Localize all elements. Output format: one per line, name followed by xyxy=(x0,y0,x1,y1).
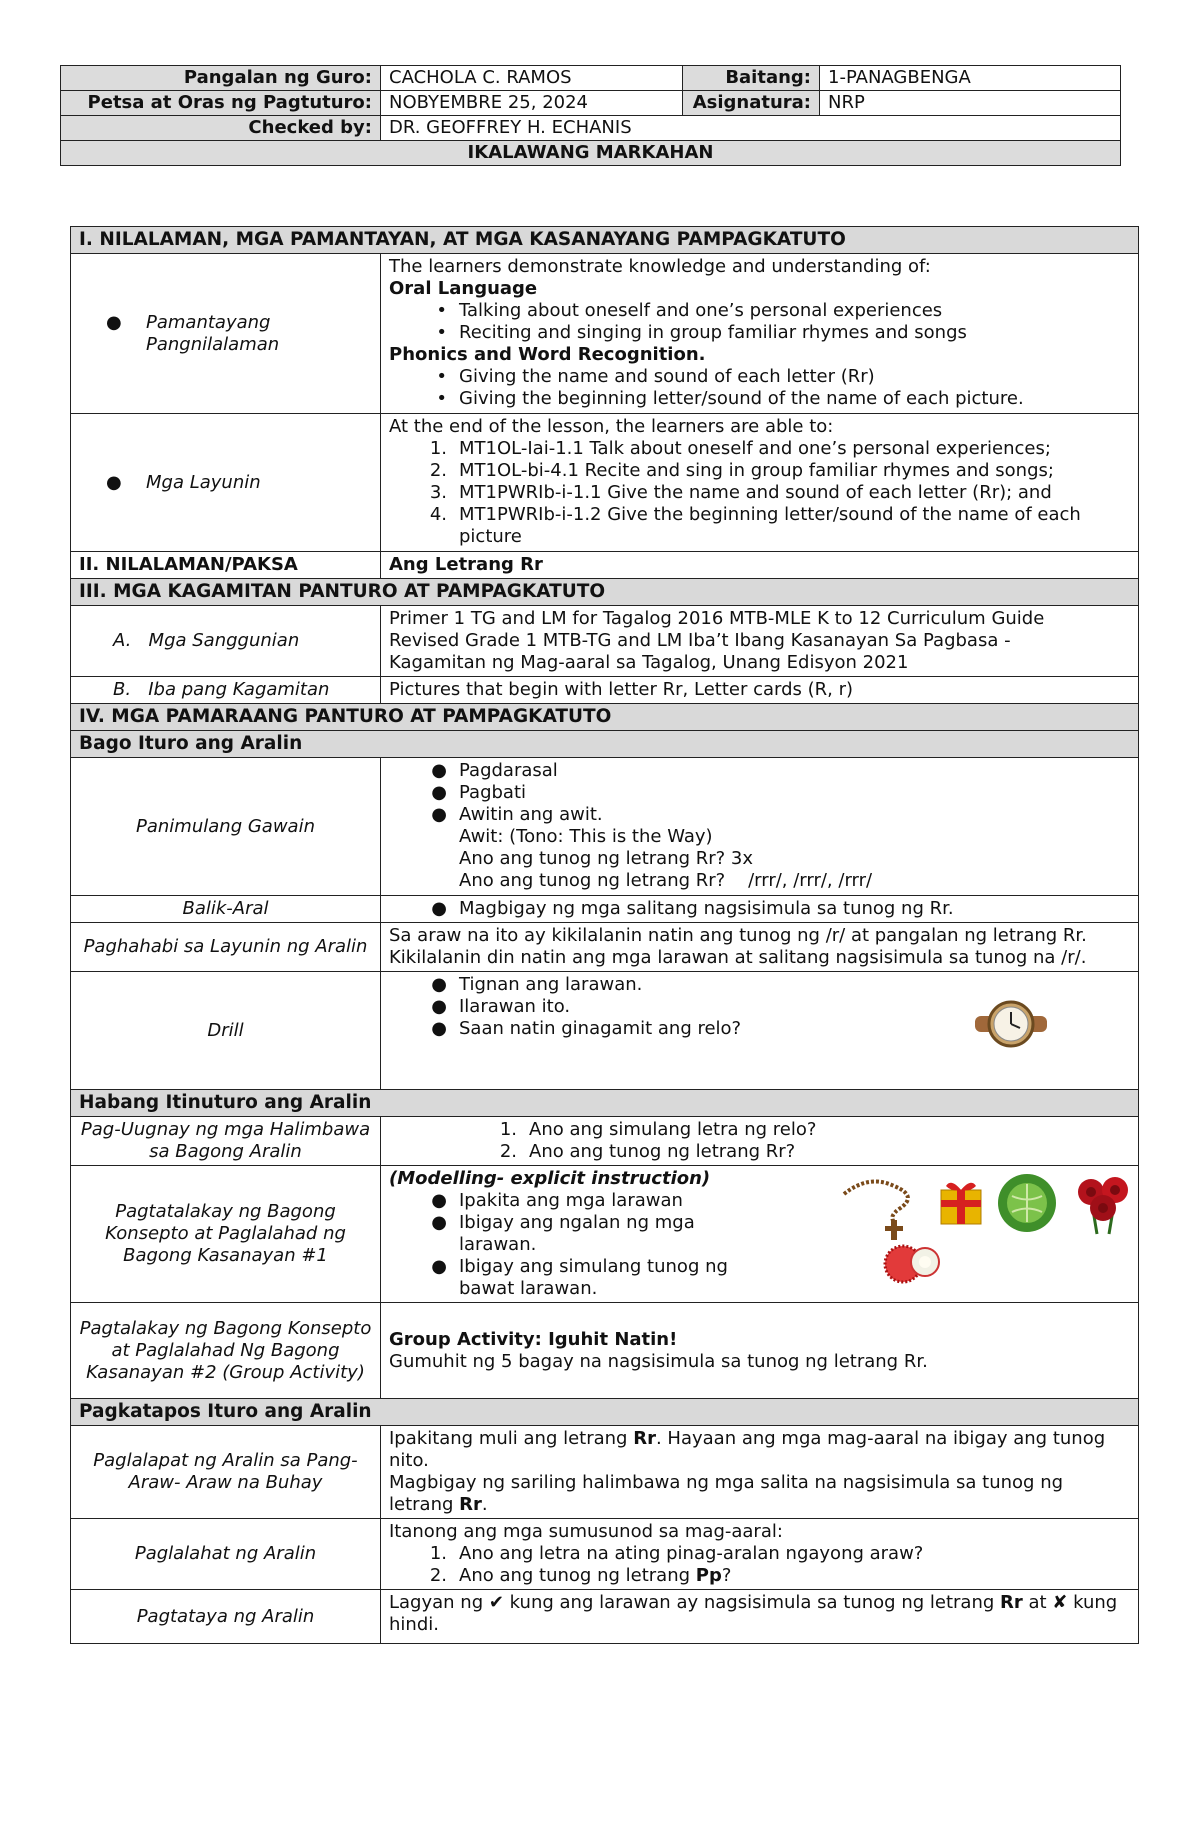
list-item: MT1PWRIb-i-1.2 Give the beginning letter/sound of the name of each picture xyxy=(459,504,1081,547)
bullet-icon: ● xyxy=(106,471,122,493)
bullet-icon: ● xyxy=(431,1018,447,1039)
cross-icon: ✘ xyxy=(1052,1592,1068,1613)
pagtatalakay1-heading: (Modelling- explicit instruction) xyxy=(389,1168,711,1189)
bullet-icon: ● xyxy=(431,974,447,995)
sanggunian-line: Primer 1 TG and LM for Tagalog 2016 MTB-MLE K to 12 Curriculum Guide xyxy=(389,608,1045,629)
list-item: Awitin ang awit. xyxy=(459,804,603,825)
gift-icon xyxy=(936,1176,986,1226)
pagtalakay2-text: Gumuhit ng 5 bagay na nagsisimula sa tunog ng letrang Rr. xyxy=(389,1350,928,1372)
pagtatalakay1-label: Pagtatalakay ng Bagong Konsepto at Paglalahad ng Bagong Kasanayan #1 xyxy=(71,1166,381,1303)
pagtataya-text: at xyxy=(1022,1592,1053,1613)
list-number: 2. xyxy=(429,460,447,481)
bullet-icon: • xyxy=(436,366,447,387)
awit-line: Ano ang tunog ng letrang Rr? /rrr/, /rrr/, /rrr/ xyxy=(459,870,873,891)
paghahabi-text: Sa araw na ito ay kikilalanin natin ang tunog ng /r/ at pangalan ng letrang Rr. Kikilalanin din natin ang mga larawan at salitang nagsisimula sa tunog na /r/. xyxy=(381,923,1139,972)
pamantayan-content xyxy=(381,254,1139,414)
pagtatalakay1-content xyxy=(381,1166,1139,1303)
list-item xyxy=(459,1565,731,1587)
paglalapat-content xyxy=(381,1426,1139,1519)
list-number: 4. xyxy=(429,504,447,525)
cabbage-icon xyxy=(996,1172,1058,1234)
list-number: 2. xyxy=(429,1565,447,1586)
sanggunian-line: Revised Grade 1 MTB-TG and LM Iba’t Ibang Kasanayan Sa Pagbasa - xyxy=(389,630,1011,651)
paksa-value: Ang Letrang Rr xyxy=(381,552,1139,579)
paghahabi-label: Paghahabi sa Layunin ng Aralin xyxy=(71,923,381,972)
paglalapat-letter: Rr xyxy=(633,1428,656,1449)
sanggunian-marker: A. xyxy=(113,630,132,651)
bullet-icon: ● xyxy=(431,804,447,825)
pagkatapos-title: Pagkatapos Ituro ang Aralin xyxy=(71,1399,1139,1426)
drill-label: Drill xyxy=(71,972,381,1090)
paglalapat-para2 xyxy=(389,1472,1130,1516)
guro-value: CACHOLA C. RAMOS xyxy=(381,66,683,91)
layunin-intro: At the end of the lesson, the learners are able to: xyxy=(389,416,834,437)
asignatura-value: NRP xyxy=(820,91,1121,116)
petsa-value: NOBYEMBRE 25, 2024 xyxy=(381,91,683,116)
section-2-title: II. NILALAMAN/PAKSA xyxy=(71,552,381,579)
paglalapat-text: Magbigay ng sariling halimbawa ng mga salita na nagsisimula sa tunog ng letrang xyxy=(389,1472,1064,1515)
kagamitan-cell xyxy=(71,677,381,704)
rambutan-icon xyxy=(881,1236,947,1288)
panimula-label: Panimulang Gawain xyxy=(71,758,381,896)
bullet-icon: ● xyxy=(431,1256,447,1277)
guro-label: Pangalan ng Guro: xyxy=(61,66,381,91)
paglalapat-text: Ipakitang muli ang letrang xyxy=(389,1428,634,1449)
drill-content xyxy=(381,972,1139,1090)
pagtalakay2-label: Pagtalakay ng Bagong Konsepto at Paglalahad Ng Bagong Kasanayan #2 (Group Activity) xyxy=(71,1303,381,1399)
bullet-icon: ● xyxy=(431,898,447,919)
pagtataya-label: Pagtataya ng Aralin xyxy=(71,1590,381,1644)
paglalahat-content xyxy=(381,1519,1139,1590)
list-item: MT1PWRIb-i-1.1 Give the name and sound of each letter (Rr); and xyxy=(459,482,1052,503)
check-icon: ✔ xyxy=(488,1592,504,1613)
list-item: Reciting and singing in group familiar rhymes and songs xyxy=(459,322,967,343)
lesson-plan-table xyxy=(70,226,1139,1644)
paglalapat-para1 xyxy=(389,1428,1130,1472)
list-item: MT1OL-bi-4.1 Recite and sing in group familiar rhymes and songs; xyxy=(459,460,1054,481)
pamantayan-intro: The learners demonstrate knowledge and understanding of: xyxy=(389,256,931,277)
habang-title: Habang Itinuturo ang Aralin xyxy=(71,1090,1139,1117)
list-item: Giving the name and sound of each letter (Rr) xyxy=(459,366,875,387)
paglalapat-text: . xyxy=(481,1494,488,1515)
section-1-title: I. NILALAMAN, MGA PAMANTAYAN, AT MGA KASANAYANG PAMPAGKATUTO xyxy=(71,227,1139,254)
phonics-heading: Phonics and Word Recognition. xyxy=(389,344,706,365)
kagamitan-label: Iba pang Kagamitan xyxy=(148,679,330,700)
asignatura-label: Asignatura: xyxy=(683,91,820,116)
awit-line: Awit: (Tono: This is the Way) xyxy=(459,826,713,847)
bullet-icon: ● xyxy=(106,311,122,333)
checked-label: Checked by: xyxy=(61,116,381,141)
oral-heading: Oral Language xyxy=(389,278,538,299)
bullet-icon: ● xyxy=(431,760,447,781)
layunin-content xyxy=(381,414,1139,552)
section-3-title: III. MGA KAGAMITAN PANTURO AT PAMPAGKATUTO xyxy=(71,579,1139,606)
question-text: Ano ang tunog ng letrang xyxy=(459,1565,696,1586)
layunin-label: Mga Layunin xyxy=(146,471,261,493)
balik-content xyxy=(381,896,1139,923)
pagtataya-text: kung hindi. xyxy=(389,1592,1118,1635)
bullet-icon: • xyxy=(436,388,447,409)
list-number: 1. xyxy=(429,438,447,459)
bullet-icon: • xyxy=(436,322,447,343)
sanggunian-content xyxy=(381,606,1139,677)
balik-label: Balik-Aral xyxy=(71,896,381,923)
bago-title: Bago Ituro ang Aralin xyxy=(71,731,1139,758)
paglalapat-text: . Hayaan ang mga mag-aaral na ibigay ang tunog nito. xyxy=(389,1428,1106,1471)
list-item: Pagdarasal xyxy=(459,760,558,781)
list-number: 1. xyxy=(499,1119,517,1140)
sanggunian-line: Kagamitan ng Mag-aaral sa Tagalog, Unang Edisyon 2021 xyxy=(389,652,909,673)
paglalahat-label: Paglalahat ng Aralin xyxy=(71,1519,381,1590)
quarter-title: IKALAWANG MARKAHAN xyxy=(61,141,1121,166)
panimula-content xyxy=(381,758,1139,896)
bullet-icon: ● xyxy=(431,782,447,803)
list-item: Ano ang simulang letra ng relo? xyxy=(529,1119,817,1140)
section-4-title: IV. MGA PAMARAANG PANTURO AT PAMPAGKATUTO xyxy=(71,704,1139,731)
pamantayan-cell xyxy=(71,254,381,414)
list-item: Pagbati xyxy=(459,782,527,803)
list-item: Saan natin ginagamit ang relo? xyxy=(459,1018,742,1039)
bullet-icon: ● xyxy=(431,996,447,1017)
bullet-icon: • xyxy=(436,300,447,321)
pagtataya-text: kung ang larawan ay nagsisimula sa tunog ng letrang xyxy=(503,1592,1000,1613)
pagtalakay2-content xyxy=(381,1303,1139,1399)
list-item: Ilarawan ito. xyxy=(459,996,571,1017)
header-table xyxy=(60,65,1121,166)
paglalahat-intro: Itanong ang mga sumusunod sa mag-aaral: xyxy=(389,1521,783,1542)
list-item: Ipakita ang mga larawan xyxy=(459,1190,683,1211)
pag-uugnay-content xyxy=(381,1117,1139,1166)
paglalapat-label: Paglalapat ng Aralin sa Pang-Araw- Araw na Buhay xyxy=(71,1426,381,1519)
kagamitan-value: Pictures that begin with letter Rr, Letter cards (R, r) xyxy=(381,677,1139,704)
list-item: Talking about oneself and one’s personal experiences xyxy=(459,300,943,321)
sanggunian-label: Mga Sanggunian xyxy=(148,630,300,651)
list-item: MT1OL-Iai-1.1 Talk about oneself and one’s personal experiences; xyxy=(459,438,1051,459)
pamantayan-label: Pamantayang Pangnilalaman xyxy=(146,311,280,355)
bullet-icon: ● xyxy=(431,1190,447,1211)
petsa-label: Petsa at Oras ng Pagtuturo: xyxy=(61,91,381,116)
checked-value: DR. GEOFFREY H. ECHANIS xyxy=(381,116,1121,141)
list-item: Magbigay ng mga salitang nagsisimula sa tunog ng Rr. xyxy=(459,898,954,919)
question-text: ? xyxy=(721,1565,732,1586)
list-number: 3. xyxy=(429,482,447,503)
bullet-icon: ● xyxy=(431,1212,447,1233)
list-item: Tignan ang larawan. xyxy=(459,974,643,995)
awit-line: Ano ang tunog ng letrang Rr? 3x xyxy=(459,848,754,869)
list-item: Ibigay ang ngalan ng mga larawan. xyxy=(459,1212,695,1255)
pagtalakay2-heading: Group Activity: Iguhit Natin! xyxy=(389,1328,678,1350)
list-item: Ano ang tunog ng letrang Rr? xyxy=(529,1141,796,1162)
kagamitan-marker: B. xyxy=(113,679,132,700)
rosary-icon xyxy=(839,1174,929,1244)
pag-uugnay-label: Pag-Uugnay ng mga Halimbawa sa Bagong Aralin xyxy=(71,1117,381,1166)
question-letter: Pp xyxy=(695,1565,722,1586)
list-number: 1. xyxy=(429,1543,447,1564)
roses-icon xyxy=(1073,1170,1135,1236)
baitang-value: 1-PANAGBENGA xyxy=(820,66,1121,91)
pagtataya-letter: Rr xyxy=(1000,1592,1023,1613)
list-item: Ano ang letra na ating pinag-aralan ngayong araw? xyxy=(459,1543,924,1564)
pagtataya-content xyxy=(381,1590,1139,1644)
pagtataya-text: Lagyan ng xyxy=(389,1592,489,1613)
layunin-cell xyxy=(71,414,381,552)
list-item: Ibigay ang simulang tunog ng bawat larawan. xyxy=(459,1256,728,1299)
sanggunian-cell xyxy=(71,606,381,677)
paglalapat-letter: Rr xyxy=(459,1494,482,1515)
baitang-label: Baitang: xyxy=(683,66,820,91)
list-number: 2. xyxy=(499,1141,517,1162)
list-item: Giving the beginning letter/sound of the name of each picture. xyxy=(459,388,1024,409)
watch-icon xyxy=(971,994,1051,1054)
